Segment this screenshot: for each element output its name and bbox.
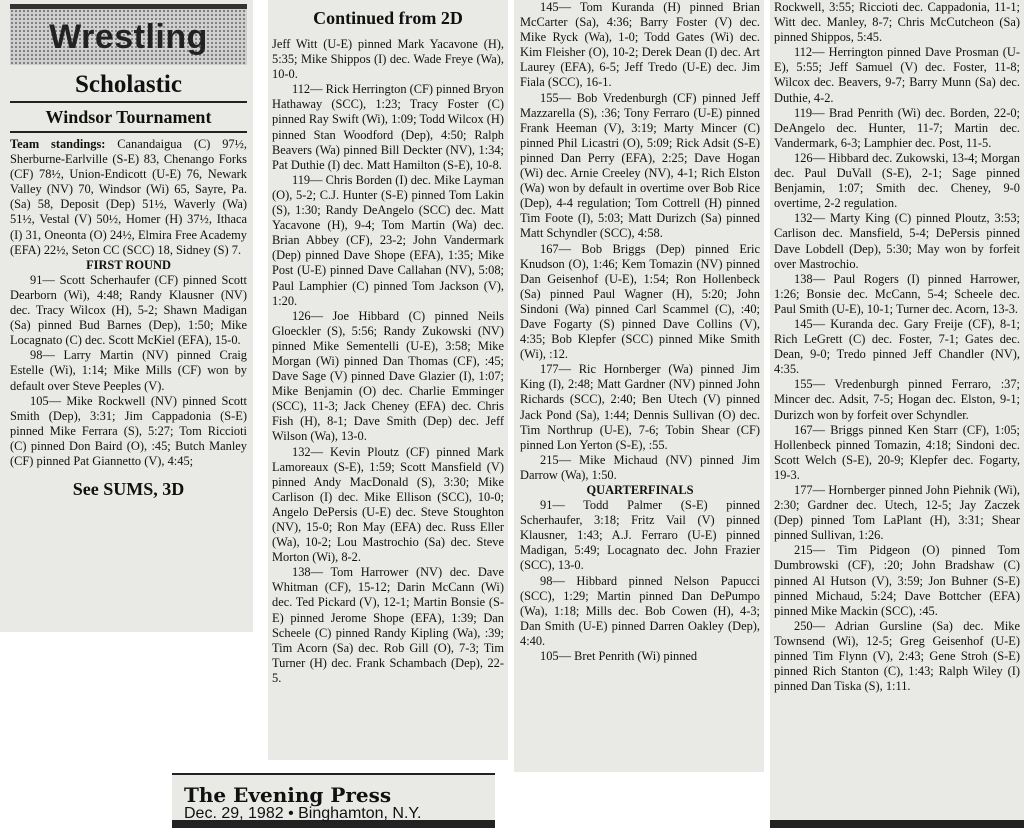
- result-paragraph: Rockwell, 3:55; Riccioti dec. Cappadonia, 11-1; Witt dec. Manley, 8-7; Chris McCutcheon (Sa) pinned Shippos, 5:45.: [774, 0, 1020, 45]
- banner-title: Wrestling: [49, 17, 208, 56]
- result-paragraph: 215— Tim Pidgeon (O) pinned Tom Dumbrowski (CF), :20; John Bradshaw (C) pinned Al Hutson (V), 3:59; Jon Buhner (S-E) pinned Michaud, 5:24; Dave Bottcher (EFA) pinned Mike Mackin (SCC), :45.: [774, 543, 1020, 618]
- result-paragraph: 112— Rick Herrington (CF) pinned Bryon Hathaway (SCC), 1:23; Tracy Foster (C) pinned Ray Swift (Wi), 1:09; Todd Wilcox (H) pinned Stan Woodford (Dep), 4:50; Ralph Beavers (Wa) pinned Bill Deckter (NV), 1:34; Pat Duthie (I) dec. Matt Hamilton (S-E), 10-8.: [272, 82, 504, 172]
- result-paragraph: 119— Brad Penrith (Wi) dec. Borden, 22-0; DeAngelo dec. Hunter, 11-7; Martin dec. Vandermark, 6-3; Lamphier dec. Post, 11-5.: [774, 105, 1020, 150]
- result-paragraph: 91— Scott Scherhaufer (CF) pinned Scott Dearborn (Wi), 4:48; Randy Klausner (NV) dec. Tracy Wilcox (H), 5-2; Shawn Madigan (Sa) pinned Bud Barnes (Dep), 1:50; Mike Locagnato (C) dec. Scott McKiel (EFA), 15-0.: [10, 272, 247, 348]
- result-paragraph: 155— Bob Vredenburgh (CF) pinned Jeff Mazzarella (S), :36; Tony Ferraro (U-E) pinned Frank Heeman (V), 3:19; Marty Mincer (C) pinned Phil Licastri (O), 5:09; Rick Adsit (S-E) pinned Dan Perry (EFA), 2:25; Dave Hogan (Wi) dec. Arnie Creeley (NV), 4-1; Rich Elston (Wa) won by default in overtime over Bob Rice (Dep), 4-4 regulation; Tom Cottrell (H) pinned Tim Foote (I), 5:03; Matt Durizch (Sa) pinned Matt Schyndler (SCC), 4:58.: [520, 90, 760, 241]
- result-paragraph: 126— Joe Hibbard (C) pinned Neils Gloeckler (S), 5:56; Randy Zukowski (NV) pinned Mike Sementelli (U-E), 3:58; Mike Morgan (Wi) pinned Dan Thomas (CF), :45; Dave Sage (V) pinned Dave Glazier (I), 1:07; Mike Benjamin (O) dec. Charlie Emminger (SCC), 11-3; Jack Cheney (EFA) dec. Chris Fish (H), 8-1; Dave Smith (Dep) dec. Jeff Wilson (Wa), 13-0.: [272, 308, 504, 444]
- result-paragraph: 145— Tom Kuranda (H) pinned Brian McCarter (Sa), 4:36; Barry Foster (V) dec. Mike Ryck (Wa), 1-0; Todd Gates (Wi) dec. Kim Fleisher (O), 10-2; Derek Dean (I) dec. Art Laurey (EFA), 6-5; Jeff Tredo (U-E) dec. Jim Fiala (SCC), 16-1.: [520, 0, 760, 90]
- standings-label: Team standings:: [10, 137, 106, 151]
- continued-heading: Continued from 2D: [313, 8, 463, 28]
- dateline: Dec. 29, 1982 • Binghamton, N.Y.: [184, 805, 422, 822]
- standings-text: Canandaigua (C) 97½, Sherburne-Earlville (S-E) 83, Chenango Forks (CF) 78½, Union-Endicott (U-E) 76, Newark Valley (NV) 70, Windsor (Wi) 65, Sayre, Pa. (Sa) 58, Deposit (Dep) 51½, Waverly (Wa) 51½, Vestal (V) 50½, Homer (H) 37½, Ithaca (I) 31, Oneonta (O) 24½, Elmira Free Academy (EFA) 22½, Seton CC (SCC) 18, Sidney (S) 7.: [10, 137, 247, 257]
- result-paragraph: 98— Larry Martin (NV) pinned Craig Estelle (Wi), 1:14; Mike Mills (CF) won by default over Steve Peeples (V).: [10, 348, 247, 393]
- column-4: [770, 0, 1024, 828]
- result-paragraph: 98— Hibbard pinned Nelson Papucci (SCC), 1:29; Martin pinned Dan DePumpo (Wa), 1:18; Mills dec. Bob Cowen (H), 4-3; Dan Smith (U-E) pinned Darren Oakley (Dep), 4:40.: [520, 573, 760, 648]
- result-paragraph: 132— Marty King (C) pinned Ploutz, 3:53; Carlison dec. Mansfield, 5-4; DePersis pinned Dave Lobdell (Dep), 5:30; May won by forfeit over Mastrochio.: [774, 211, 1020, 271]
- newspaper-name: The Evening Press: [184, 783, 392, 807]
- result-paragraph: 112— Herrington pinned Dave Prosman (U-E), 5:55; Jeff Samuel (V) dec. Foster, 11-8; Wilcox dec. Beavers, 9-7; Barry Munn (Sa) dec. Duthie, 4-2.: [774, 45, 1020, 105]
- result-paragraph: 167— Bob Briggs (Dep) pinned Eric Knudson (O), 1:46; Kem Tomazin (NV) pinned Dan Geisenhof (U-E), 1:54; Ron Hollenbeck (Sa) pinned Paul Wagner (H), 5:20; John Sindoni (Wa) pinned Carl Scammel (C), :40; Dave Fogarty (S) pinned Dave Collins (V), 4:35; Bob Klepfer (SCC) pinned Mike Smith (Wi), :12.: [520, 241, 760, 362]
- result-paragraph: 155— Vredenburgh pinned Ferraro, :37; Mincer dec. Adsit, 7-5; Hogan dec. Elston, 9-1; Durizch won by forfeit over Schyndler.: [774, 377, 1020, 422]
- team-standings: [10, 137, 247, 258]
- column-3: [514, 0, 764, 772]
- quarterfinals-heading: QUARTERFINALS: [586, 483, 694, 497]
- result-paragraph: 177— Ric Hornberger (Wa) pinned Jim King (I), 2:48; Matt Gardner (NV) pinned John Richards (SCC), 2:40; Ben Utech (V) pinned Jack Pond (Sa), 1:44; Dennis Sullivan (O) dec. Tim Northrup (U-E), 7-6; Tobin Shear (CF) pinned Lon Yerton (S-E), :55.: [520, 362, 760, 452]
- result-paragraph: 126— Hibbard dec. Zukowski, 13-4; Morgan dec. Paul DuVall (S-E), 2-1; Sage pinned Benjamin, 1:07; Smith dec. Cheney, 9-0 overtime, 2-2 regulation.: [774, 150, 1020, 211]
- result-paragraph: 91— Todd Palmer (S-E) pinned Scherhaufer, 3:18; Fritz Vail (V) pinned Klausner, 1:43; A.J. Ferraro (U-E) pinned Madigan, 5:49; Locagnato dec. John Frazier (SCC), 13-0.: [520, 498, 760, 573]
- result-paragraph: 145— Kuranda dec. Gary Freije (CF), 8-1; Rich LeGrett (C) dec. Foster, 7-1; Gates dec. Dean, 9-0; Tredo pinned Jeff Chandler (NV), 4:35.: [774, 316, 1020, 377]
- first-round-heading: FIRST ROUND: [86, 257, 171, 272]
- result-paragraph: 105— Bret Penrith (Wi) pinned: [540, 649, 698, 664]
- column-1: [0, 0, 253, 632]
- result-paragraph: 250— Adrian Gursline (Sa) dec. Mike Townsend (Wi), 12-5; Greg Geisenhof (U-E) pinned Tim Flynn (V), 2:43; Gene Stroh (S-E) pinned Rich Stanton (C), 1:43; Ralph Wiley (I) pinned Dan Tiska (S), 1:11.: [774, 618, 1020, 694]
- result-paragraph: Jeff Witt (U-E) pinned Mark Yacavone (H), 5:35; Mike Shippos (I) dec. Wade Freye (Wa), 10-0.: [272, 37, 504, 82]
- newspaper-masthead: [172, 773, 495, 828]
- result-paragraph: 167— Briggs pinned Ken Starr (CF), 1:05; Hollenbeck pinned Tomazin, 4:18; Sindoni dec. Scott Welch (S-E), 20-9; Klepfer dec. Fogarty, 19-3.: [774, 422, 1020, 482]
- result-paragraph: 138— Tom Harrower (NV) dec. Dave Whitman (CF), 15-12; Darin McCann (Wi) dec. Ted Pickard (V), 12-1; Martin Bonsie (S-E) pinned Jerome Shope (EFA), 1:39; Dan Scheele (C) pinned Randy Kipling (Wa), :39; Tim Acorn (Sa) dec. Rob Gill (O), 7-3; Tim Turner (H) dec. Frank Schambach (Dep), 22-5.: [272, 565, 504, 685]
- see-sums-reference: See SUMS, 3D: [72, 479, 185, 500]
- tournament-heading: Windsor Tournament: [10, 107, 247, 133]
- result-paragraph: 105— Mike Rockwell (NV) pinned Scott Smith (Dep), 3:31; Jim Cappadonia (S-E) pinned Mike Ferrara (S), 5:27; Tom Riccioti (C) pinned Don Baird (O), :45; Butch Manley (CF) pinned Pat Giannetto (V), 4:45;: [10, 393, 247, 468]
- result-paragraph: 215— Mike Michaud (NV) pinned Jim Darrow (Wa), 1:50.: [520, 452, 760, 482]
- result-paragraph: 138— Paul Rogers (I) pinned Harrower, 1:26; Bonsie dec. McCann, 5-4; Scheele dec. Paul Smith (U-E), 10-1; Turner dec. Acorn, 13-3.: [774, 271, 1020, 316]
- result-paragraph: 177— Hornberger pinned John Piehnik (Wi), 2:30; Gardner dec. Utech, 12-5; Jay Zaczek (Dep) pinned Tom LaPlant (H), 3:31; Shear pinned Sullivan, 1:26.: [774, 483, 1020, 543]
- section-heading: Scholastic: [10, 71, 247, 103]
- result-paragraph: 119— Chris Borden (I) dec. Mike Layman (O), 5-2; C.J. Hunter (S-E) pinned Tom Lakin (S), 1:30; Randy DeAngelo (SCC) dec. Matt Yacavone (H), 9-4; Tom Martin (Wa) dec. Brian Abbey (CF), 23-2; John Vandermark (Dep) pinned Dave Shope (EFA), 1:35; Mike Post (U-E) pinned Dave Callahan (NV), 5:08; Paul Lamphier (C) pinned Tom Jackson (V), 1:20.: [272, 172, 504, 308]
- wrestling-banner: [10, 4, 247, 65]
- column-2: [268, 0, 508, 760]
- bottom-rule: [770, 820, 1024, 828]
- result-paragraph: 132— Kevin Ploutz (CF) pinned Mark Lamoreaux (S-E), 1:59; Scott Mansfield (V) pinned Andy MacDonald (S), 3:30; Mike Carlison (I) dec. Mike Ellison (SCC), 10-0; Angelo DePersis (U-E) dec. Steve Stoughton (NV), 15-0; Ron May (EFA) dec. Russ Eller (Wa), 10-2; Lou Mastrochio (Sa) dec. Steve Morton (Wi), 8-2.: [272, 444, 504, 565]
